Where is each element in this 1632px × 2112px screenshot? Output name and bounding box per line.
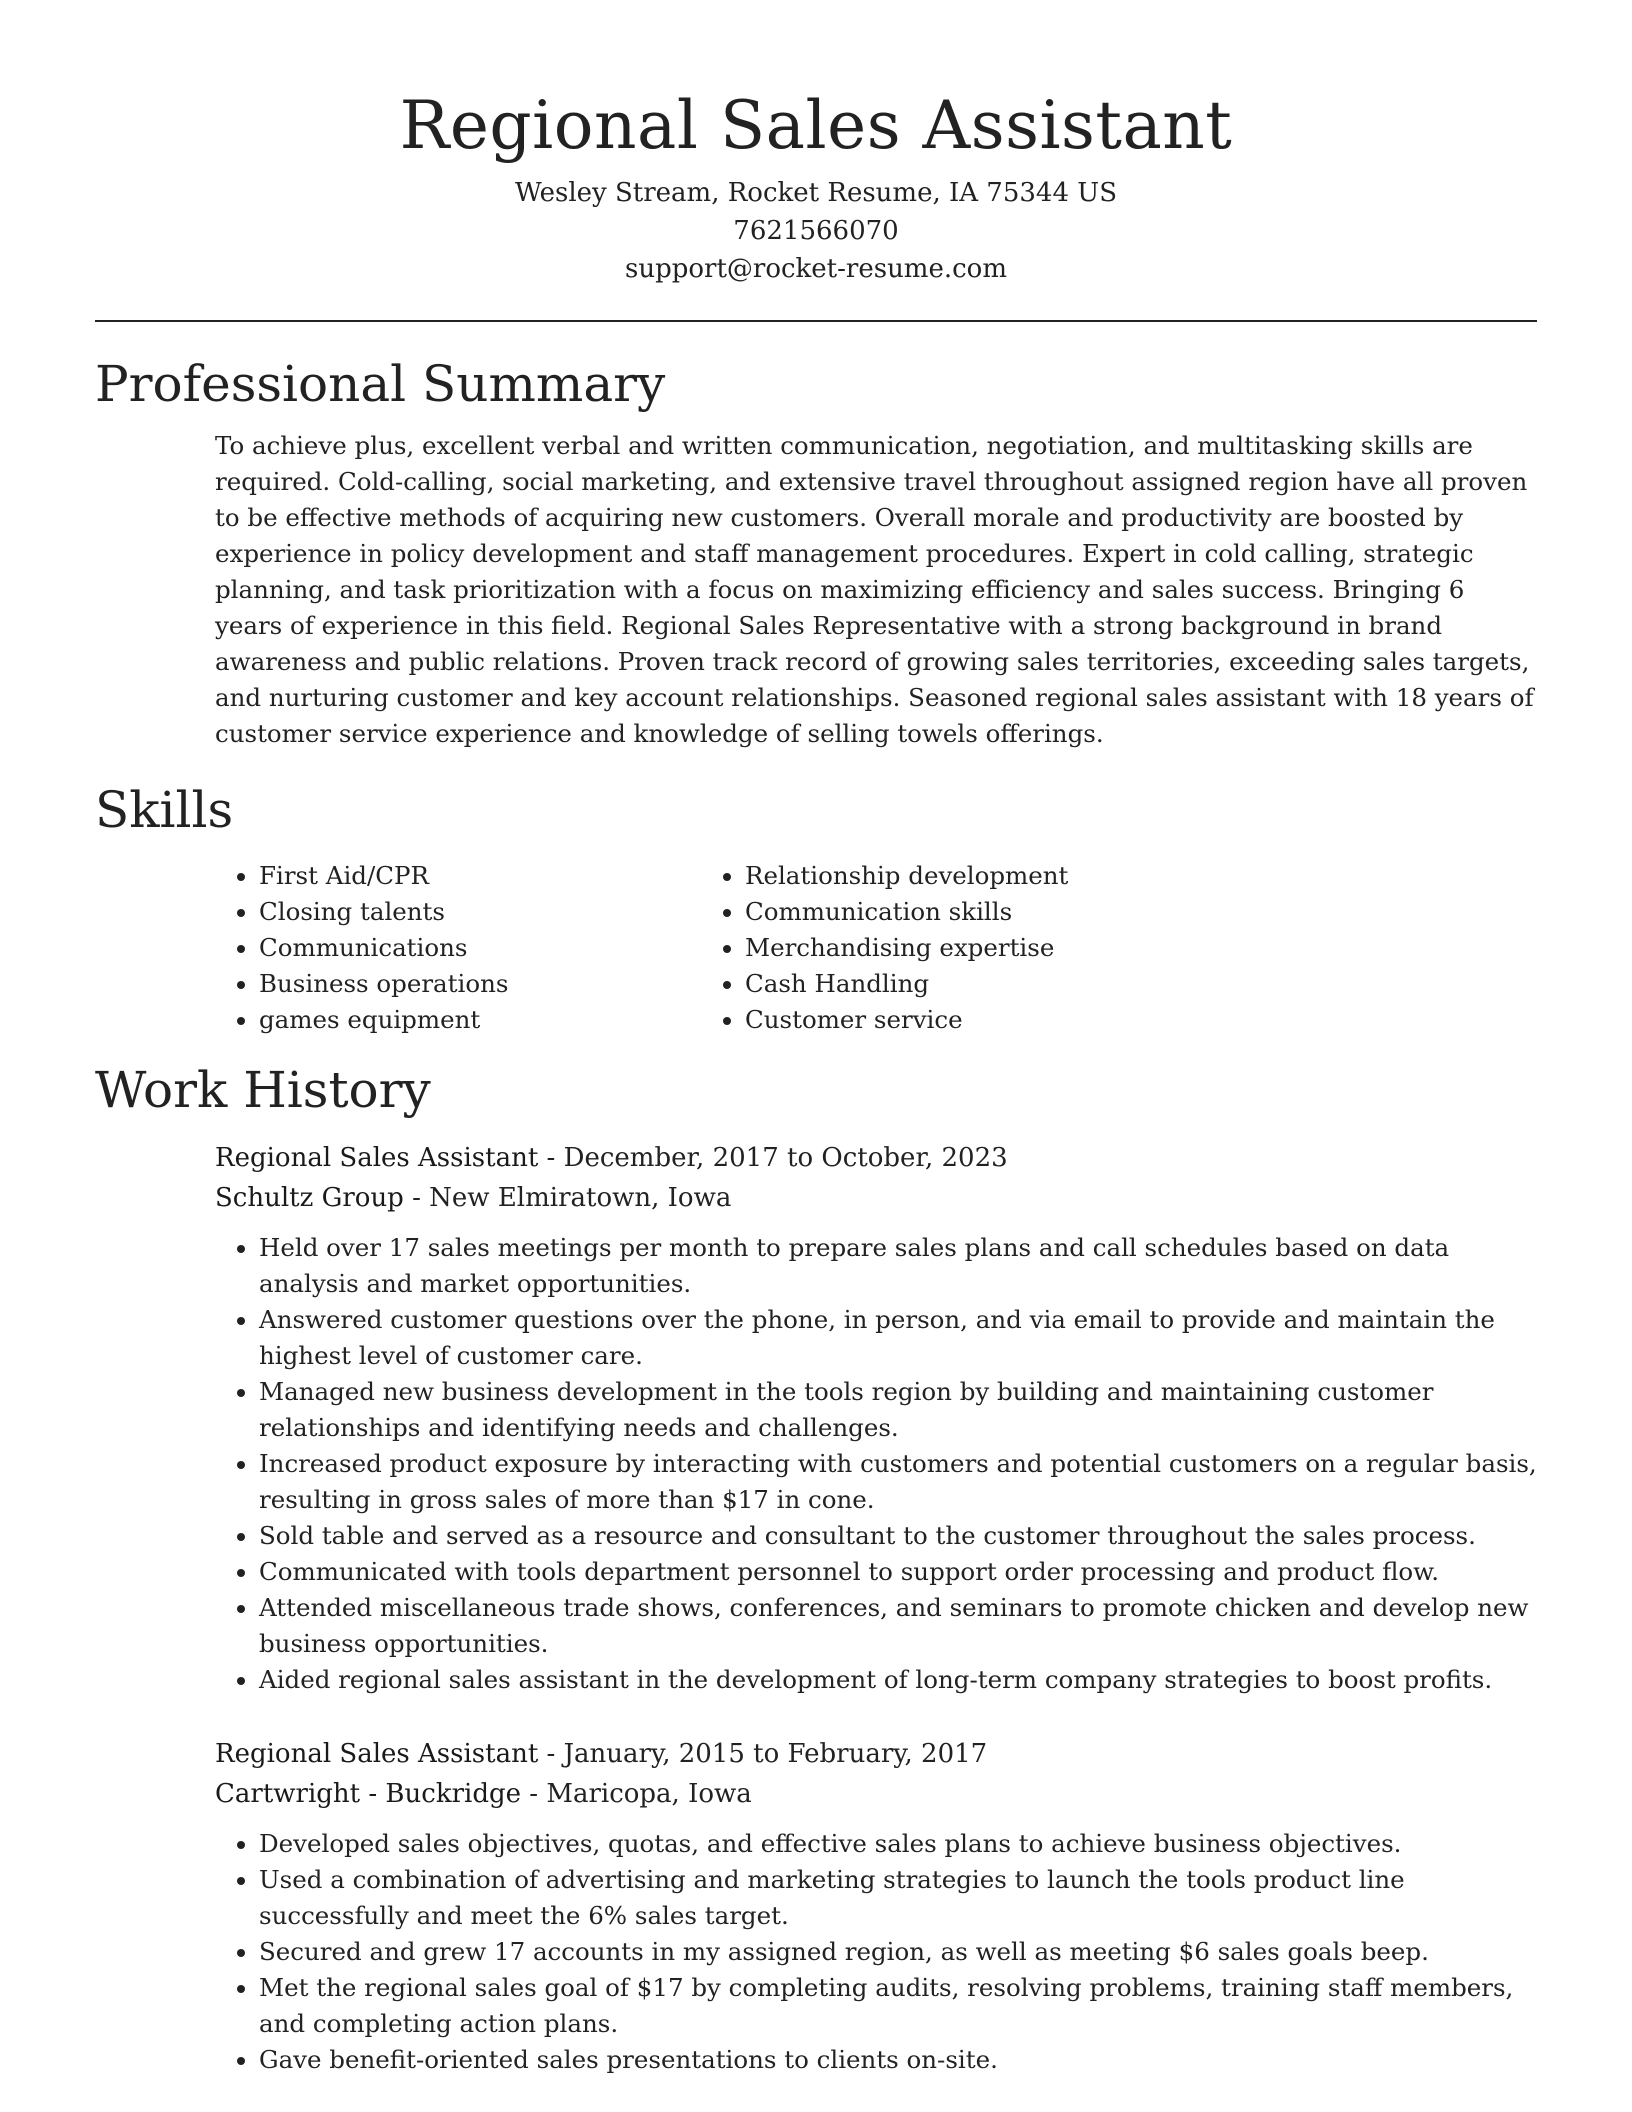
- job-location: - Maricopa, Iowa: [521, 1779, 752, 1809]
- resume-page: [95, 0, 1537, 2078]
- job-bullet: • Communicated with tools department personnel to support order processing and product flow.: [259, 1554, 1537, 1590]
- job-entry: [95, 1734, 1537, 2078]
- job-title-line: [215, 1138, 1537, 1178]
- job-bullet: • Held over 17 sales meetings per month to prepare sales plans and call schedules based on data analysis and market opportunities.: [259, 1230, 1537, 1302]
- contact-phone: 7621566070: [733, 216, 899, 246]
- job-bullet: • Sold table and served as a resource and consultant to the customer throughout the sales process.: [259, 1518, 1537, 1554]
- job-company: Schultz Group: [215, 1183, 404, 1213]
- job-bullet: • Attended miscellaneous trade shows, conferences, and seminars to promote chicken and develop new business opportunities.: [259, 1590, 1537, 1662]
- job-bullet: • Answered customer questions over the phone, in person, and via email to provide and maintain the highest level of customer care.: [259, 1302, 1537, 1374]
- skill-item: • Communications: [259, 930, 745, 966]
- job-company-line: [215, 1774, 1537, 1814]
- job-company: Cartwright - Buckridge: [215, 1779, 522, 1809]
- skills-heading: Skills: [95, 781, 234, 839]
- skill-item: • Merchandising expertise: [745, 930, 1231, 966]
- skill-item: • First Aid/CPR: [259, 858, 745, 894]
- skill-item: • Relationship development: [745, 858, 1231, 894]
- work-history-heading: Work History: [95, 1061, 431, 1119]
- job-location: - New Elmiratown, Iowa: [403, 1183, 732, 1213]
- resume-header: [95, 0, 1537, 288]
- job-bullet: • Increased product exposure by interacting with customers and potential customers on a regular basis, resulting in gross sales of more than $17 in cone.: [259, 1446, 1537, 1518]
- job-title-line: [215, 1734, 1537, 1774]
- job-bullet: • Used a combination of advertising and marketing strategies to launch the tools product line successfully and meet the 6% sales target.: [259, 1862, 1537, 1934]
- skills-list-right: [581, 858, 1231, 1038]
- resume-name: Regional Sales Assistant: [399, 87, 1233, 164]
- summary-heading: Professional Summary: [95, 355, 666, 413]
- summary-section: [215, 428, 1537, 752]
- skill-item: • Communication skills: [745, 894, 1231, 930]
- job-header: [215, 1138, 1537, 1218]
- job-bullet: • Aided regional sales assistant in the development of long-term company strategies to boost profits.: [259, 1662, 1537, 1698]
- header-divider: [95, 320, 1537, 322]
- job-dates: - December, 2017 to October, 2023: [538, 1143, 1008, 1173]
- job-header: [215, 1734, 1537, 1814]
- job-bullet: • Secured and grew 17 accounts in my assigned region, as well as meeting $6 sales goals beep.: [259, 1934, 1537, 1970]
- job-role: Regional Sales Assistant: [215, 1739, 539, 1769]
- job-role: Regional Sales Assistant: [215, 1143, 539, 1173]
- job-bullet: • Developed sales objectives, quotas, and effective sales plans to achieve business objectives.: [259, 1826, 1537, 1862]
- skill-item: • Customer service: [745, 1002, 1231, 1038]
- job-company-line: [215, 1178, 1537, 1218]
- summary-text: To achieve plus, excellent verbal and written communication, negotiation, and multitasking skills are required. Cold-calling, social marketing, and extensive travel throughout assigned region have all proven to be effective methods of acquiring new customers. Overall morale and productivity are boosted by experience in policy development and staff management procedures. Expert in cold calling, strategic planning, and task prioritization with a focus on maximizing efficiency and sales success. Bringing 6 years of experience in this field. Regional Sales Representative with a strong background in brand awareness and public relations. Proven track record of growing sales territories, exceeding sales targets, and nurturing customer and key account relationships. Seasoned regional sales assistant with 18 years of customer service experience and knowledge of selling towels offerings.: [215, 431, 1534, 748]
- skills-section: [95, 858, 1537, 1038]
- skill-item: • Business operations: [259, 966, 745, 1002]
- job-bullets: [95, 1826, 1537, 2078]
- skill-item: • games equipment: [259, 1002, 745, 1038]
- contact-info: [95, 174, 1537, 288]
- job-entry: [95, 1138, 1537, 1698]
- contact-email: support@rocket-resume.com: [624, 254, 1007, 284]
- job-bullets: [95, 1230, 1537, 1698]
- skill-item: • Cash Handling: [745, 966, 1231, 1002]
- job-bullet: • Gave benefit-oriented sales presentations to clients on-site.: [259, 2042, 1537, 2078]
- skill-item: • Closing talents: [259, 894, 745, 930]
- contact-address: Wesley Stream, Rocket Resume, IA 75344 US: [514, 178, 1118, 208]
- job-bullet: • Met the regional sales goal of $17 by completing audits, resolving problems, training staff members, and completing action plans.: [259, 1970, 1537, 2042]
- job-dates: - January, 2015 to February, 2017: [538, 1739, 988, 1769]
- job-bullet: • Managed new business development in the tools region by building and maintaining customer relationships and identifying needs and challenges.: [259, 1374, 1537, 1446]
